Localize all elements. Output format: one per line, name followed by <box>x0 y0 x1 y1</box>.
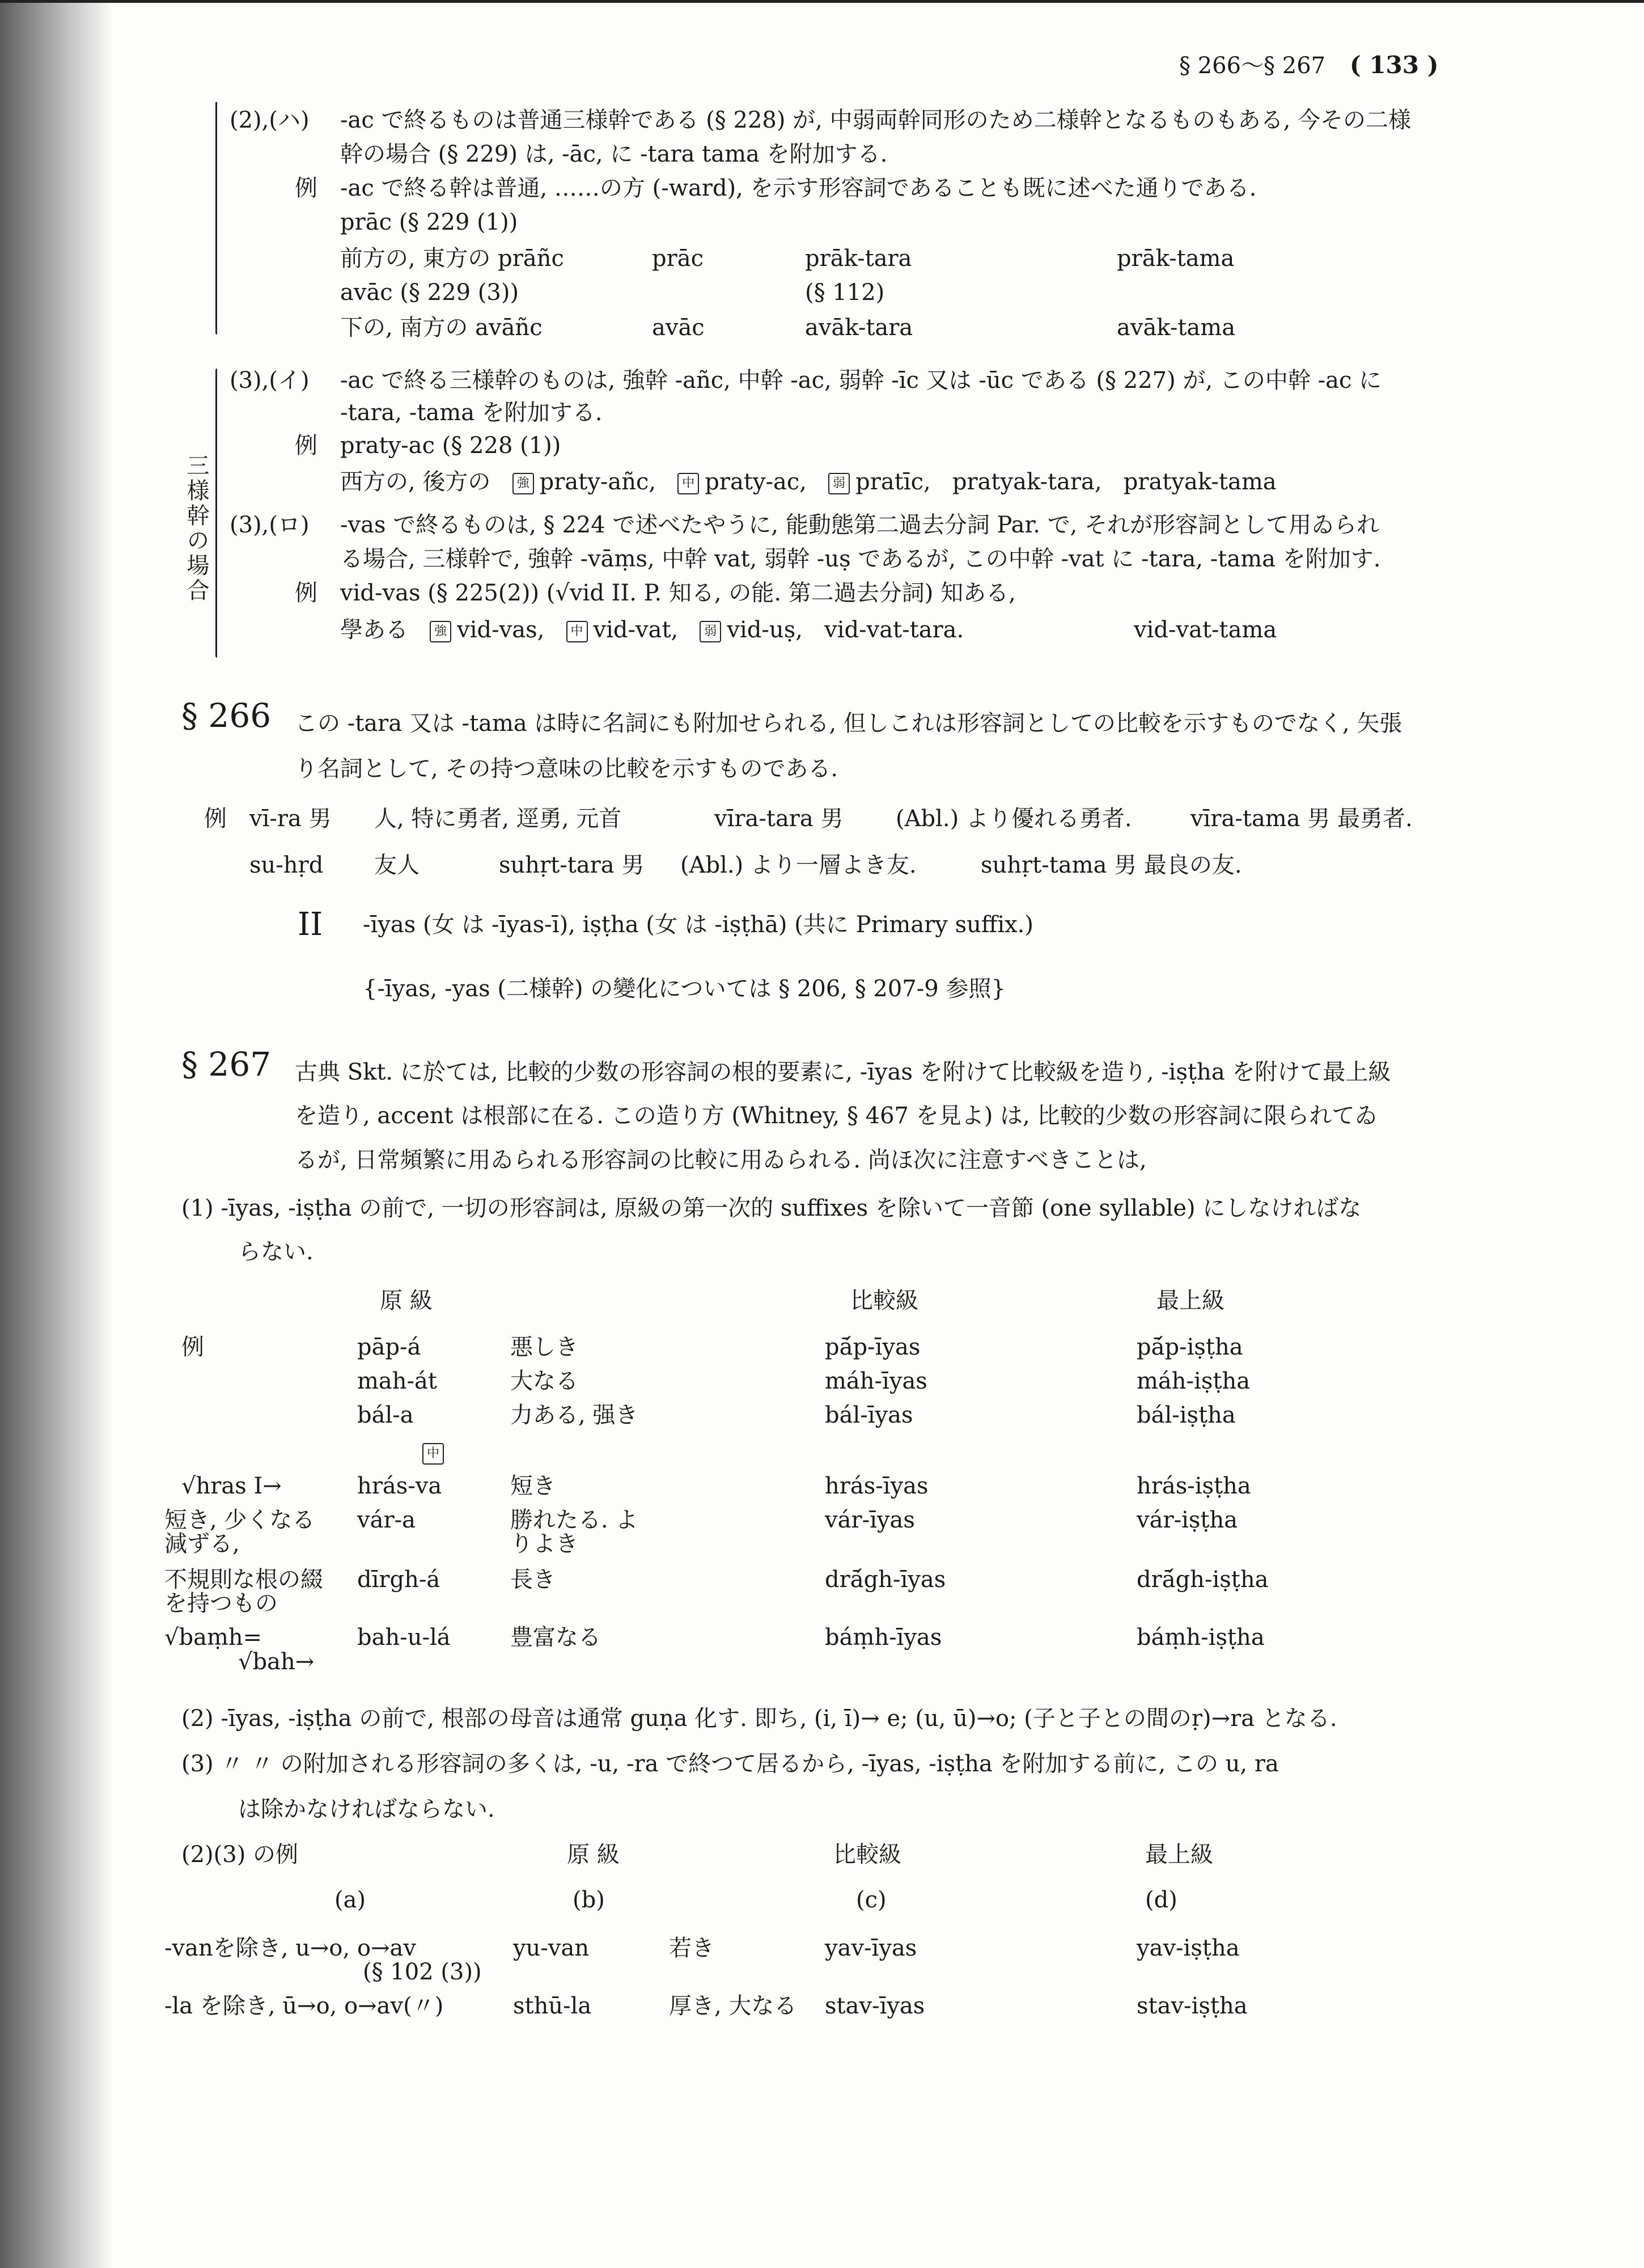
subsection-title: -īyas (女 は -īyas-ī), iṣṭha (女 は -iṣṭhā) (共に Primary suffix.) <box>363 912 1033 938</box>
sec266-r1-comp-gloss: (Abl.) より優れる勇者. <box>896 806 1132 832</box>
ex-row2-gloss: 厚き, 大なる <box>669 1993 797 2019</box>
row6-gloss: 長き <box>510 1567 556 1593</box>
row5-superlative: vár-iṣṭha <box>1137 1507 1238 1533</box>
vertical-label: 三様幹の場合 <box>183 454 209 603</box>
block1-row1-sup: prāk-tama <box>1117 246 1235 272</box>
row5-gloss-cont: りよき <box>510 1531 578 1557</box>
row6-positive: dīrgh-á <box>357 1567 440 1593</box>
row7-positive: bah-u-lá <box>357 1624 451 1651</box>
ex-row1-comparative: yav-īyas <box>825 1935 917 1961</box>
block2-forms <box>340 467 1277 497</box>
ex-row2-prefix: -la を除き, ū→o, o→av(〃) <box>164 1993 444 2019</box>
ex-row1-prefix: -vanを除き, u→o, o→av <box>164 1935 416 1961</box>
sec267-line2: を造り, accent は根部に在る. この造り方 (Whitney, § 467 を見よ) は, 比較的少数の形容詞に限られてゐ <box>295 1103 1378 1129</box>
row6-prefix: 不規則な根の綴 <box>164 1567 323 1593</box>
left-bracket-top <box>215 102 217 335</box>
block1-example: -ac で終る幹は普通, ……の方 (-ward), を示す形容詞であることも既に述べた通りである. <box>340 175 1257 201</box>
col-letter-b: (b) <box>573 1887 605 1913</box>
block1-label: (2),(ハ) <box>230 107 310 133</box>
sec266-r1-comp: vīra-tara 男 <box>714 806 844 832</box>
block2-superlative: pratyak-tama <box>1123 469 1277 495</box>
block2-form-weak: pratīc, <box>855 469 931 495</box>
row5-prefix: 短き, 少くなる <box>164 1507 315 1533</box>
ex-row2-comparative: stav-īyas <box>825 1993 925 2019</box>
row4-prefix: √hras I→ <box>181 1473 282 1499</box>
subsection-note: {-īyas, -yas (二様幹) の變化については § 206, § 207-9 参照} <box>363 976 1006 1002</box>
block2-form-middle: praty-ac, <box>705 469 807 495</box>
examples-heading: (2)(3) の例 <box>181 1842 299 1868</box>
row3-positive: bál-a <box>357 1402 414 1428</box>
ex-head-comparative: 比較級 <box>833 1842 901 1868</box>
ex-row1-superlative: yav-iṣṭha <box>1137 1935 1240 1961</box>
sec266-line1: この -tara 又は -tama は時に名詞にも附加せられる, 但しこれは形容詞としての比較を示すものでなく, 矢張 <box>295 710 1403 737</box>
row1-gloss: 悪しき <box>510 1334 578 1360</box>
sec267-point2: (2) -īyas, -iṣṭha の前で, 根部の母音は通常 guṇa 化す. 即ち, (i, ī)→ e; (u, ū)→o; (子と子との間のṛ)→ra となる. <box>181 1706 1337 1732</box>
top-rule <box>0 0 1644 3</box>
sec266-r1-sup: vīra-tama 男 最勇者. <box>1190 806 1413 832</box>
block1-avac-ref: avāc (§ 229 (3)) <box>340 280 519 306</box>
row6-superlative: drā́gh-iṣṭha <box>1137 1567 1269 1593</box>
sec267-line1: 古典 Skt. に於ては, 比較的少数の形容詞の根的要素に, -īyas を附けて比較級を造り, -iṣṭha を附けて最上級 <box>295 1059 1391 1085</box>
ex-head-superlative: 最上級 <box>1145 1842 1213 1868</box>
block2-rei: 例 <box>295 433 317 459</box>
col-letter-d: (d) <box>1145 1887 1177 1913</box>
block1-row1-gloss: 前方の, 東方の prāñc <box>340 246 564 272</box>
sec266-r2-comp: suhṛt-tara 男 <box>499 852 645 878</box>
block1-row1-stem: prāc <box>652 246 704 272</box>
block3-form-strong: vid-vas, <box>457 617 545 643</box>
section-267-number: § 267 <box>181 1045 272 1084</box>
sec267-point3: (3) 〃 〃 の附加される形容詞の多くは, -u, -ra で終つて居るから, -īyas, -iṣṭha を附加する前に, この u, ra <box>181 1751 1279 1777</box>
left-brace <box>215 369 217 658</box>
weak-stem-mark: 弱 <box>700 621 721 642</box>
page-number: ( 133 ) <box>1349 51 1439 79</box>
row5-comparative: vár-īyas <box>825 1507 915 1533</box>
block3-gloss: 學ある <box>340 617 408 643</box>
head-superlative: 最上級 <box>1156 1288 1224 1314</box>
strong-stem-mark: 強 <box>512 473 534 494</box>
ex-head-positive: 原 級 <box>567 1842 620 1868</box>
ex-row2-positive: sthū-la <box>513 1993 592 2019</box>
ex-row2-superlative: stav-iṣṭha <box>1137 1993 1248 2019</box>
sec267-point3-cont: は除かなければならない. <box>238 1796 495 1822</box>
scan-gutter-shadow <box>0 0 113 2268</box>
row1-superlative: pā́p-iṣṭha <box>1137 1334 1243 1360</box>
head-positive: 原 級 <box>380 1288 433 1314</box>
block3-rei: 例 <box>295 580 317 606</box>
row2-gloss: 大なる <box>510 1368 578 1394</box>
sec266-r2-word: su-hṛd <box>249 852 324 878</box>
weak-stem-mark: 弱 <box>828 473 850 494</box>
row2-comparative: máh-īyas <box>825 1368 927 1394</box>
row4-superlative: hrás-iṣṭha <box>1137 1473 1251 1499</box>
block3-label: (3),(ロ) <box>230 512 310 538</box>
row3-gloss: 力ある, 强き <box>510 1402 638 1428</box>
block1-prac-ref: prāc (§ 229 (1)) <box>340 209 518 235</box>
block1-row2-gloss: 下の, 南方の avāñc <box>340 315 543 341</box>
block1-line1: -ac で終るものは普通三様幹である (§ 228) が, 中弱両幹同形のため二様幹となるものもある, 今その二様 <box>340 107 1412 133</box>
row5-prefix-cont: 減ずる, <box>164 1531 240 1557</box>
row7-prefix-cont: √bah→ <box>238 1649 315 1675</box>
sec266-r2-gloss: 友人 <box>374 852 420 878</box>
block3-comparative: vid-vat-tara. <box>824 617 964 643</box>
block3-line1: -vas で終るものは, § 224 で述べたやうに, 能動態第二過去分詞 Par. で, それが形容詞として用ゐられ <box>340 512 1380 538</box>
block2-line1: -ac で終る三様幹のものは, 強幹 -añc, 中幹 -ac, 弱幹 -īc 又は -ūc である (§ 227) が, この中幹 -ac に <box>340 367 1382 393</box>
sec266-r2-comp-gloss: (Abl.) より一層よき友. <box>680 852 917 878</box>
sec267-point1-cont: らない. <box>238 1239 313 1265</box>
row4-gloss: 短き <box>510 1473 556 1499</box>
block2-ref: praty-ac (§ 228 (1)) <box>340 433 561 459</box>
subsection-roman-numeral: II <box>298 906 323 943</box>
block1-row2-sup: avāk-tama <box>1117 315 1236 341</box>
block2-form-strong: praty-añc, <box>539 469 656 495</box>
row7-gloss: 豊富なる <box>510 1624 601 1651</box>
block2-line2: -tara, -tama を附加する. <box>340 400 603 426</box>
block3-form-weak: vid-uṣ, <box>727 617 803 643</box>
ex-row1-gloss: 若き <box>669 1935 714 1961</box>
ex-row1-positive: yu-van <box>513 1935 590 1961</box>
sec266-r1-word: vī-ra 男 <box>249 806 332 832</box>
sec266-rei: 例 <box>204 806 227 832</box>
block3-line2: る場合, 三様幹で, 強幹 -vāṃs, 中幹 vat, 弱幹 -uṣ であるが, この中幹 -vat に -tara, -tama を附加す. <box>340 546 1381 572</box>
header-sections: § 266～§ 267 <box>1179 53 1326 79</box>
section-266-number: § 266 <box>181 696 272 735</box>
block1-line2: 幹の場合 (§ 229) は, -āc, に -tara tama を附加する. <box>340 141 888 167</box>
row4-comparative: hrás-īyas <box>825 1473 929 1499</box>
middle-stem-mark: 中 <box>422 1443 444 1465</box>
row3-comparative: bál-īyas <box>825 1402 913 1428</box>
block1-row2-comp: avāk-tara <box>805 315 913 341</box>
row2-superlative: máh-iṣṭha <box>1137 1368 1251 1394</box>
sec266-r2-sup: suhṛt-tama 男 最良の友. <box>981 852 1242 878</box>
block3-form-middle: vid-vat, <box>593 617 679 643</box>
table-rei: 例 <box>181 1334 204 1360</box>
block2-comparative: pratyak-tara, <box>952 469 1102 495</box>
block3-forms <box>340 615 964 645</box>
block1-ref112: (§ 112) <box>805 280 885 306</box>
block1-row1-comp: prāk-tara <box>805 246 912 272</box>
sec267-line3: るが, 日常頻繁に用ゐられる形容詞の比較に用ゐられる. 尚ほ次に注意すべきことは, <box>295 1147 1147 1173</box>
row4-positive: hrás-va <box>357 1473 442 1499</box>
block2-gloss: 西方の, 後方の <box>340 469 491 495</box>
row5-gloss: 勝れたる. よ <box>510 1507 638 1533</box>
row7-superlative: báṃh-iṣṭha <box>1137 1624 1265 1651</box>
middle-stem-mark: 中 <box>566 621 588 642</box>
row1-comparative: pā́p-īyas <box>825 1334 921 1360</box>
row6-prefix-cont: を持つもの <box>164 1590 278 1617</box>
ex-row1-prefix-cont: (§ 102 (3)) <box>363 1959 482 1985</box>
strong-stem-mark: 強 <box>430 621 451 642</box>
running-header <box>1179 50 1439 81</box>
row3-superlative: bál-iṣṭha <box>1137 1402 1236 1428</box>
block3-superlative: vid-vat-tama <box>1134 617 1277 643</box>
row7-comparative: báṃh-īyas <box>825 1624 942 1651</box>
row5-positive: vár-a <box>357 1507 416 1533</box>
sec266-line2: り名詞として, その持つ意味の比較を示すものである. <box>295 756 838 782</box>
row2-positive: mah-át <box>357 1368 437 1394</box>
row6-comparative: drā́gh-īyas <box>825 1567 946 1593</box>
col-letter-c: (c) <box>856 1887 887 1913</box>
block1-row2-stem: avāc <box>652 315 705 341</box>
block1-rei: 例 <box>295 175 317 201</box>
sec266-r1-gloss: 人, 特に勇者, 逕勇, 元首 <box>374 806 622 832</box>
block3-example: vid-vas (§ 225(2)) (√vid II. P. 知る, の能. 第二過去分詞) 知ある, <box>340 580 1016 606</box>
middle-stem-mark: 中 <box>677 473 699 494</box>
head-comparative: 比較級 <box>850 1288 918 1314</box>
row1-positive: pāp-á <box>357 1334 421 1360</box>
row7-prefix: √baṃh= <box>164 1624 262 1651</box>
sec267-point1: (1) -īyas, -iṣṭha の前で, 一切の形容詞は, 原級の第一次的 suffixes を除いて一音節 (one syllable) にしなければな <box>181 1195 1362 1221</box>
block2-label: (3),(イ) <box>230 367 310 393</box>
col-letter-a: (a) <box>334 1887 366 1913</box>
